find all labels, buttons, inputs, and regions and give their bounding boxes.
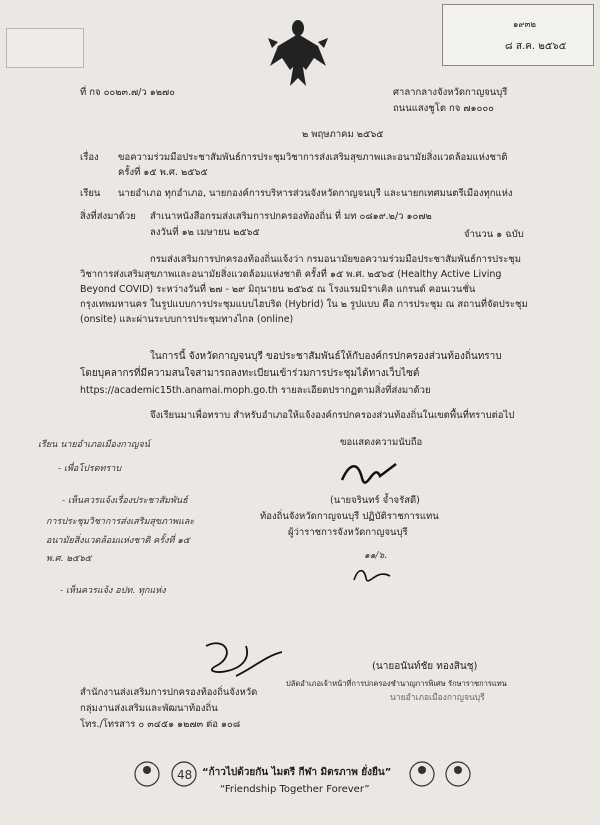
official-title-2: นายอำเภอเมืองกาญจนบุรี <box>390 693 485 703</box>
mascot-right-icon <box>400 758 480 798</box>
enclosure-line-1: สำเนาหนังสือกรมส่งเสริมการปกครองท้องถิ่น ที่ มท ๐๘๑๙.๒/ว ๑๐๗๒ <box>150 211 432 222</box>
para2-line-1: ในการนี้ จังหวัดกาญจนบุรี ขอประชาสัมพันธ์ให้กับองค์กรปกครองส่วนท้องถิ่นทราบ <box>150 351 502 362</box>
official-title-1: ปลัดอำเภอเจ้าหน้าที่การปกครองชำนาญการพิเศษ รักษาราชการแทน <box>286 679 507 688</box>
official-signature-icon <box>196 636 286 686</box>
ref-number: ที่ กจ ๐๐๒๓.๗/ว ๑๒๗๐ <box>80 87 175 98</box>
garuda-emblem-icon <box>268 18 328 88</box>
handwritten-note-5: อนามัยสิ่งแวดล้อมแห่งชาติ ครั้งที่ ๑๕ <box>46 536 190 546</box>
closing: ขอแสดงความนับถือ <box>340 437 423 448</box>
handwritten-note-3: - เห็นควรแจ้งเรื่องประชาสัมพันธ์ <box>62 496 188 506</box>
stamp-number: ๑๙๓๒ <box>513 20 537 30</box>
slogan-thai: “ก้าวไปด้วยกัน ไมตรี กีฬา มิตรภาพ ยั่งยืน” <box>202 767 392 778</box>
slogan-english: “Friendship Together Forever” <box>220 784 370 795</box>
para1-line-1: กรมส่งเสริมการปกครองท้องถิ่นแจ้งว่า กรมอนามัยขอความร่วมมือประชาสัมพันธ์การประชุม <box>150 254 522 265</box>
subject-line-1: ขอความร่วมมือประชาสัมพันธ์การประชุมวิชาการส่งเสริมสุขภาพและอนามัยสิ่งแวดล้อมแห่งชาติ <box>118 152 508 163</box>
mascot-left-icon <box>132 758 202 798</box>
initials-signature-icon <box>352 566 392 586</box>
footer-department: สำนักงานส่งเสริมการปกครองท้องถิ่นจังหวัด <box>80 687 258 698</box>
official-name: (นายอนันท์ชัย ทองสินชุ) <box>372 661 478 672</box>
signer-name: (นายจรินทร์ จ้ำจรัสดี) <box>330 495 420 506</box>
handwritten-note-2: - เพื่อโปรดทราบ <box>58 464 122 474</box>
enclosure-line-2: ลงวันที่ ๑๒ เมษายน ๒๕๖๕ <box>150 227 260 238</box>
para3: จึงเรียนมาเพื่อทราบ สำหรับอำเภอให้แจ้งองค์กรปกครองส่วนท้องถิ่นในเขตพื้นที่ทราบต่อไป <box>150 410 515 421</box>
enclosure-label: สิ่งที่ส่งมาด้วย <box>80 211 136 222</box>
signer-title-1: ท้องถิ่นจังหวัดกาญจนบุรี ปฏิบัติราชการแทน <box>260 511 439 522</box>
footer-phone: โทร./โทรสาร ๐ ๓๔๕๑ ๑๒๗๓ ต่อ ๑๐๘ <box>80 719 241 730</box>
para1-line-2: วิชาการส่งเสริมสุขภาพและอนามัยสิ่งแวดล้อมแห่งชาติ ครั้งที่ ๑๕ พ.ศ. ๒๕๖๕ (Healthy Active Living <box>80 269 502 280</box>
signer-title-2: ผู้ว่าราชการจังหวัดกาญจนบุรี <box>288 527 408 538</box>
subject-line-2: ครั้งที่ ๑๕ พ.ศ. ๒๕๖๕ <box>118 167 208 178</box>
stamp-date: ๘ ส.ค. ๒๕๖๕ <box>505 41 567 52</box>
para1-line-3: Beyond COVID) ระหว่างวันที่ ๒๗ - ๒๙ มิถุนายน ๒๕๖๕ ณ โรงแรมมิราเคิล แกรนด์ คอนเวนชั่น <box>80 284 476 295</box>
subject-label: เรื่อง <box>80 152 99 163</box>
receiving-stamp <box>442 4 594 66</box>
handwritten-note-4: การประชุมวิชาการส่งเสริมสุขภาพและ <box>46 517 195 527</box>
sender-address: ถนนแสงชูโต กจ ๗๑๐๐๐ <box>393 103 494 114</box>
handwritten-note-1: เรียน นายอำเภอเมืองกาญจน์ <box>38 440 150 450</box>
receiving-stamp-left <box>6 28 84 68</box>
letter-date: ๒ พฤษภาคม ๒๕๖๕ <box>302 129 384 140</box>
handwritten-date: ๑๑/๖. <box>364 551 388 561</box>
footer-group: กลุ่มงานส่งเสริมและพัฒนาท้องถิ่น <box>80 703 218 714</box>
handwritten-note-7: - เห็นควรแจ้ง อปท. ทุกแห่ง <box>60 586 166 596</box>
handwritten-note-6: พ.ศ. ๒๕๖๕ <box>46 554 92 564</box>
svg-text:48: 48 <box>177 768 193 782</box>
signature-icon <box>340 458 400 488</box>
to-label: เรียน <box>80 188 101 199</box>
sender-office: ศาลากลางจังหวัดกาญจนบุรี <box>393 87 508 98</box>
para2-line-3: https://academic15th.anamai.moph.go.th รายละเอียดปรากฏตามสิ่งที่ส่งมาด้วย <box>80 385 431 396</box>
enclosure-count: จำนวน ๑ ฉบับ <box>464 229 524 240</box>
para1-line-4: กรุงเทพมหานคร ในรูปแบบการประชุมแบบไฮบริด (Hybrid) ใน ๒ รูปแบบ คือ การประชุม ณ สถานที่จัดประชุม <box>80 299 528 310</box>
to-text: นายอำเภอ ทุกอำเภอ, นายกองค์การบริหารส่วนจังหวัดกาญจนบุรี และนายกเทศมนตรีเมืองทุกแห่ง <box>118 188 513 199</box>
para2-line-2: โดยบุคลากรที่มีความสนใจสามารถลงทะเบียนเข้าร่วมการประชุมได้ทางเว็บไซต์ <box>80 368 420 379</box>
para1-line-5: (onsite) และผ่านระบบการประชุมทางไกล (online) <box>80 314 294 325</box>
